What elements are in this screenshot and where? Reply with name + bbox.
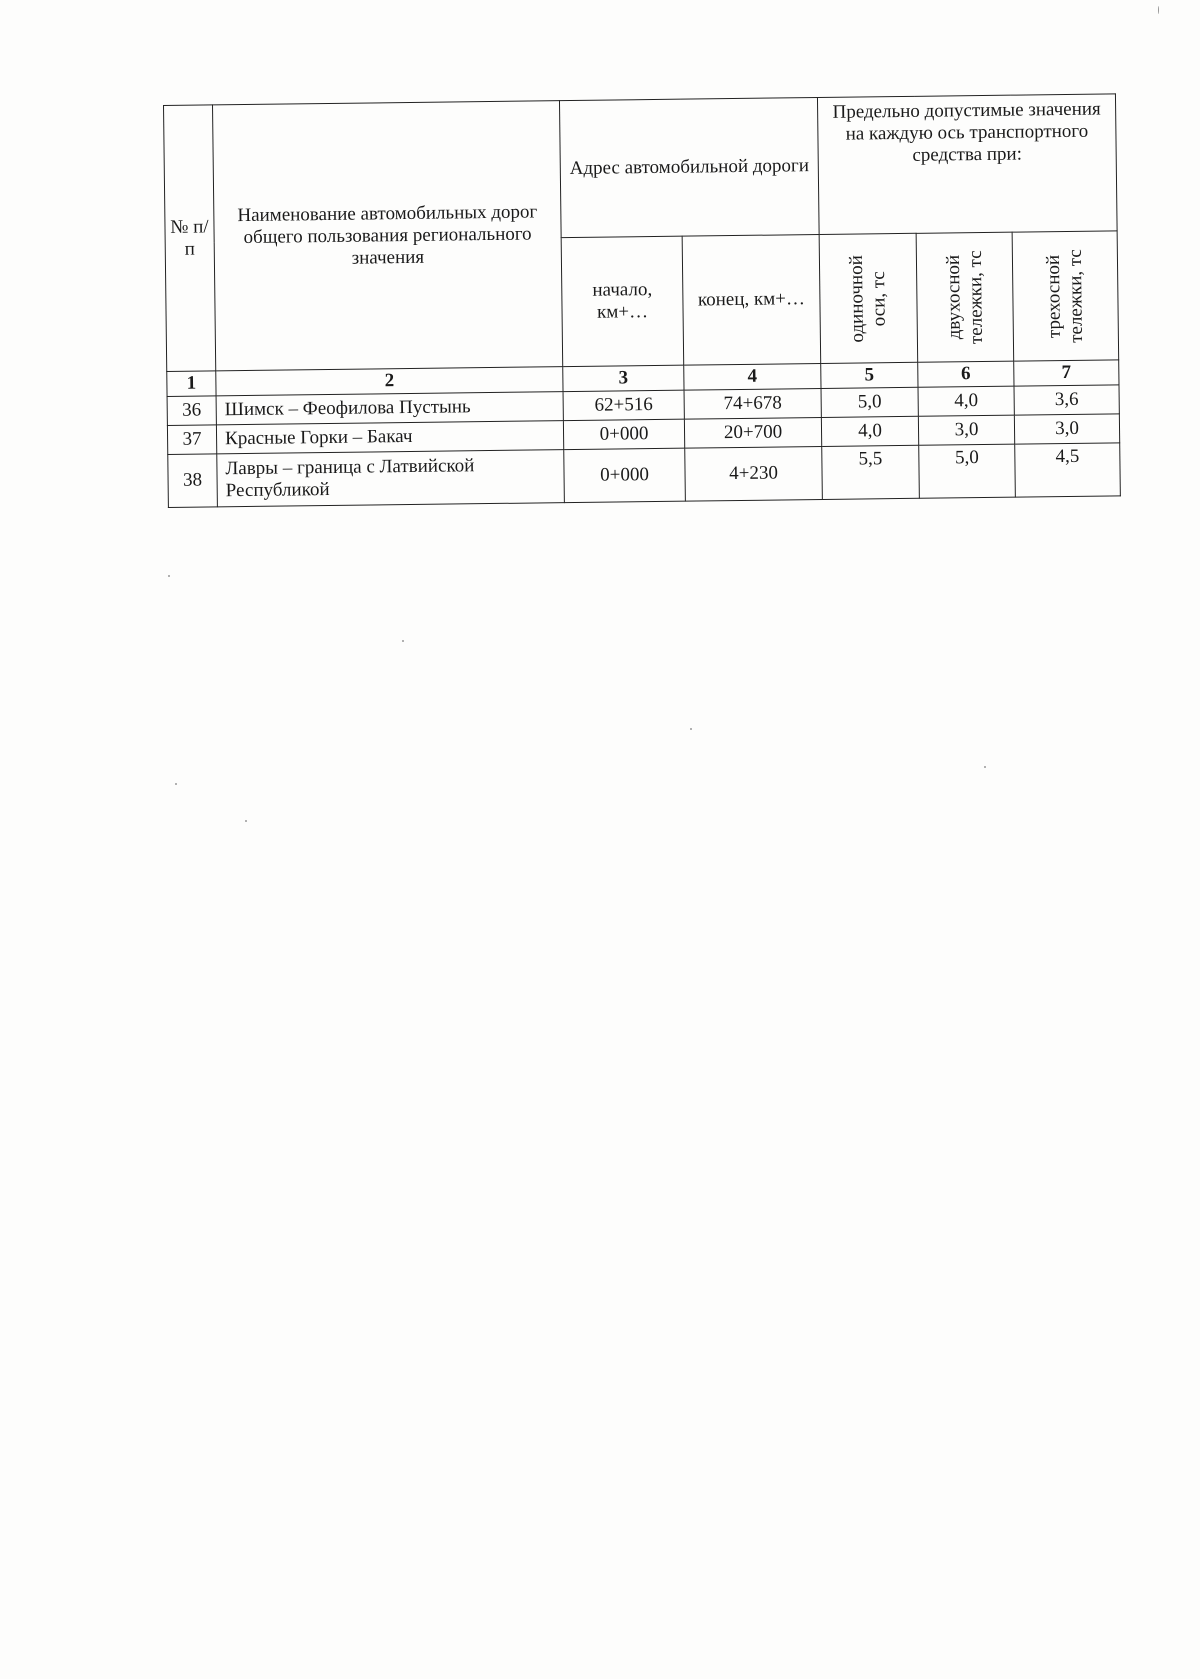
header-road-name: Наименование автомобильных дорог общего пользования регионального значения <box>213 101 563 371</box>
column-number: 7 <box>1014 360 1119 386</box>
row-start: 62+516 <box>563 390 684 420</box>
header-start: начало, км+… <box>561 236 684 366</box>
scan-speck <box>1158 6 1159 14</box>
row-double-bogie: 4,0 <box>918 386 1014 416</box>
scan-speck <box>984 766 986 768</box>
road-limits-table-wrapper <box>163 93 1120 508</box>
header-triple-bogie <box>1012 231 1119 361</box>
header-single-axle <box>819 233 918 363</box>
column-number: 2 <box>216 367 563 396</box>
row-single-axle: 5,0 <box>821 387 918 417</box>
header-double-bogie <box>916 232 1014 362</box>
road-limits-table <box>163 93 1121 508</box>
column-number: 1 <box>167 371 216 397</box>
header-num: № п/п <box>164 105 216 372</box>
row-end: 20+700 <box>684 417 821 448</box>
header-double-bogie-text: двухосной тележки, тс <box>942 250 987 345</box>
row-road-name: Шимск – Феофилова Пустынь <box>216 392 563 425</box>
column-number: 5 <box>821 362 918 388</box>
row-single-axle: 5,5 <box>822 445 920 499</box>
header-address: Адрес автомобильной дороги <box>559 98 819 238</box>
scan-speck <box>245 820 247 822</box>
row-triple-bogie: 4,5 <box>1015 443 1121 497</box>
header-triple-bogie-text: трехосной тележки, тс <box>1042 248 1087 343</box>
table-row <box>168 443 1121 508</box>
row-end: 4+230 <box>685 446 823 501</box>
row-start: 0+000 <box>564 448 686 502</box>
row-num: 36 <box>167 396 216 426</box>
row-double-bogie: 5,0 <box>919 444 1016 498</box>
scan-speck <box>690 728 692 730</box>
scan-speck <box>175 783 177 785</box>
header-limits: Предельно допустимые значения на каждую ось транспортного средства при: <box>817 94 1117 235</box>
scan-speck <box>402 640 404 642</box>
row-road-name: Лавры – граница с Латвийской Республикой <box>217 450 565 507</box>
row-double-bogie: 3,0 <box>918 415 1014 445</box>
column-number: 6 <box>918 361 1014 387</box>
row-single-axle: 4,0 <box>821 416 918 446</box>
row-start: 0+000 <box>563 419 684 449</box>
row-num: 38 <box>168 454 218 508</box>
row-end: 74+678 <box>684 388 821 419</box>
row-num: 37 <box>167 425 216 455</box>
column-number: 4 <box>684 363 821 390</box>
header-single-axle-text: одиночной оси, тс <box>845 254 890 343</box>
row-triple-bogie: 3,0 <box>1014 414 1119 444</box>
row-road-name: Красные Горки – Бакач <box>216 421 563 454</box>
column-number: 3 <box>563 365 684 391</box>
scan-speck <box>168 575 170 577</box>
header-end: конец, км+… <box>682 234 821 365</box>
row-triple-bogie: 3,6 <box>1014 385 1119 415</box>
